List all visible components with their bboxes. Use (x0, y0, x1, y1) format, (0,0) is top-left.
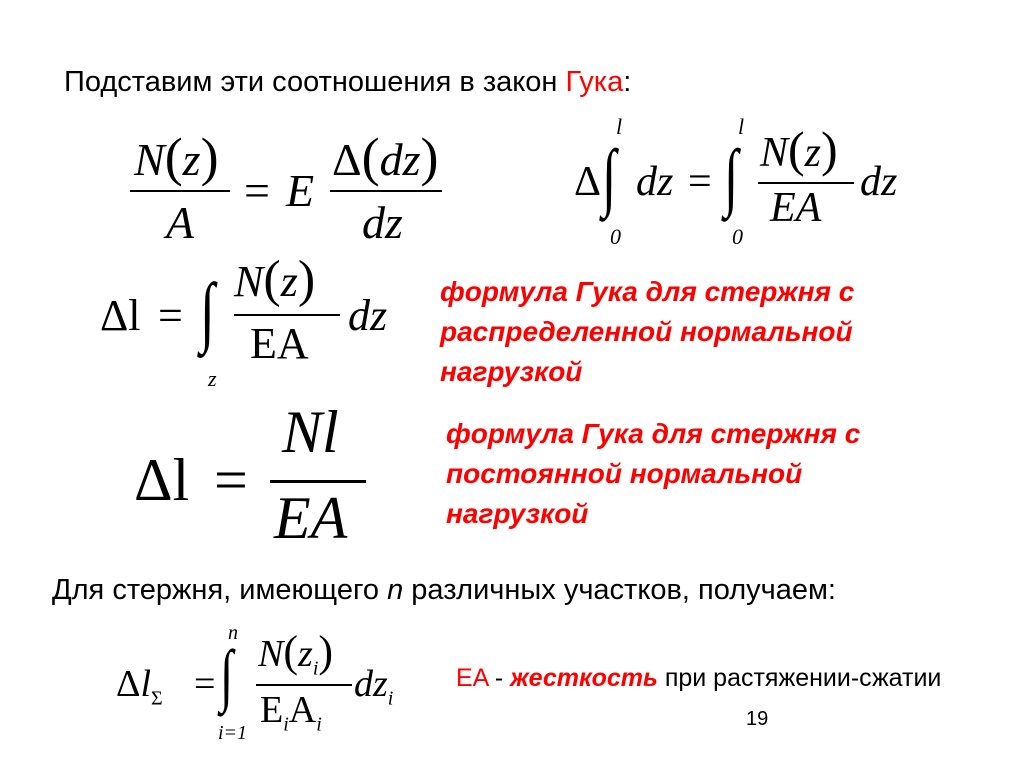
footnote-rest: при растяжении-сжатии (657, 664, 942, 692)
eq1-fraction-line (130, 190, 230, 192)
eq3-num-open: ( (263, 251, 281, 308)
eq1-num-close: ) (200, 127, 219, 187)
eq1-equals: = (244, 165, 270, 216)
note1-line-1: формула Гука для стержня с (440, 276, 855, 307)
eq5-int: ∫ (220, 637, 234, 714)
eq3-dz: dz (348, 291, 388, 340)
eq3-integral-sign (200, 267, 215, 355)
note2-line-3: нагрузкой (446, 498, 589, 529)
eq1-denominator2: dz (362, 197, 403, 248)
eq4-equals: = (214, 447, 248, 513)
eq2-int2-lower: 0 (732, 224, 743, 249)
eq1-delta: Δ (332, 134, 362, 185)
eq5-fraction-line (256, 684, 352, 686)
eq2-int2-upper (738, 114, 744, 140)
eq5-int-lower: i=1 (218, 722, 248, 744)
eq1-num-n: N (134, 134, 165, 185)
eq5-dz-text: dz (354, 663, 388, 705)
footnote-stiffness-word: жесткость (510, 664, 658, 692)
note-distributed-load (440, 272, 854, 392)
heading-suffix: : (623, 66, 632, 98)
equation-integral-form (574, 114, 914, 258)
eq1-num2-close: ) (420, 127, 439, 187)
eq1-numerator2 (332, 126, 438, 188)
eq3-equals: = (158, 291, 183, 340)
eq2-num-z: z (804, 130, 822, 176)
eq2-dz2: dz (860, 159, 898, 205)
heading-text: Подставим эти соотношения в закон (64, 66, 566, 98)
eq2-integral-sign (602, 136, 617, 219)
eq2-equals: = (688, 159, 712, 205)
eq5-numerator (258, 626, 333, 681)
eq1-e: E (286, 165, 315, 216)
eq4-denominator: EA (274, 485, 348, 551)
eq1-num-open: ( (164, 127, 183, 187)
equation-hooke-constant (134, 400, 384, 560)
eq5-den-i1: i (283, 713, 289, 736)
eq3-lhs (100, 290, 141, 341)
eq2-num-n: N (760, 130, 789, 176)
eq5-den-i2: i (316, 713, 322, 736)
eq5-num-z: z (298, 633, 313, 675)
eq2-denominator: EA (770, 185, 822, 231)
sentence-n: n (387, 574, 404, 606)
eq2-num-close: ) (821, 121, 838, 177)
equation-segment-sum (116, 618, 416, 748)
footnote-dash: - (487, 664, 511, 692)
eq5-dz-i: i (387, 687, 394, 710)
page-number: 19 (746, 708, 769, 730)
eq3-num-n: N (234, 257, 264, 306)
eq4-fraction-line (270, 480, 366, 483)
eq3-numerator (234, 250, 315, 309)
equation-hooke-distributed (100, 248, 420, 394)
eq5-sub-sigma: Σ (151, 687, 163, 710)
eq5-num-open: ( (283, 627, 299, 676)
note-constant-load (446, 414, 860, 534)
heading-highlight: Гука (565, 66, 624, 98)
eq2-numerator (760, 120, 838, 178)
eq2-integral-sign-2 (724, 136, 739, 219)
footnote-ea: EA (456, 664, 488, 692)
eq1-num2-open: ( (361, 127, 380, 187)
note2-line-1: формула Гука для стержня с (446, 418, 861, 449)
eq1-numerator (134, 126, 219, 188)
sentence-multi-segment (52, 574, 836, 607)
note2-line-2: постоянной нормальной (446, 458, 803, 489)
note1-line-2: распределенной нормальной (440, 316, 853, 347)
eq4-numerator: Nl (282, 399, 339, 465)
eq3-int: ∫ (200, 267, 215, 355)
eq5-num-close: ) (318, 627, 334, 676)
eq1-denominator: A (166, 197, 195, 248)
eq2-int-lower: 0 (610, 224, 621, 249)
eq2-int2-upper-val: l (738, 114, 745, 139)
slide-heading (64, 66, 631, 99)
eq3-num-z: z (280, 257, 298, 306)
eq3-lhs-text: Δl (100, 291, 141, 340)
equation-stress-strain (126, 118, 446, 258)
eq2-int-upper (616, 114, 622, 140)
eq5-num-n: N (258, 633, 284, 675)
eq4-lhs: Δl (134, 447, 190, 513)
eq3-int-lower: z (208, 366, 217, 391)
sentence-after: различных участков, получаем: (403, 574, 836, 606)
eq1-num-z: z (182, 134, 201, 185)
eq5-equals: = (194, 663, 216, 705)
eq3-num-close: ) (297, 251, 316, 308)
eq1-fraction-line-2 (330, 190, 442, 192)
eq5-dz (354, 662, 393, 711)
eq1-num2-dz: dz (379, 134, 421, 185)
eq5-integral-sign (220, 637, 234, 714)
eq5-lhs (116, 662, 163, 711)
eq3-denominator: EA (250, 319, 309, 368)
eq2-int: ∫ (602, 136, 617, 219)
note1-line-3: нагрузкой (440, 356, 583, 387)
eq5-denominator (260, 688, 322, 737)
eq5-den-e: E (260, 689, 284, 731)
eq2-dz: dz (636, 159, 674, 205)
eq5-int-upper: n (228, 622, 238, 644)
eq5-delta: Δ (116, 663, 141, 705)
footnote-stiffness (456, 664, 941, 693)
eq2-int2: ∫ (724, 136, 739, 219)
eq3-fraction-line (234, 314, 340, 316)
eq2-delta: Δ (574, 159, 602, 205)
eq2-upper: l (616, 114, 623, 139)
eq5-den-a: A (288, 689, 317, 731)
sentence-before: Для стержня, имеющего (52, 574, 388, 606)
eq5-l: l (140, 663, 151, 705)
eq5-num-zi: i (312, 657, 319, 680)
eq2-num-open: ( (788, 121, 805, 177)
